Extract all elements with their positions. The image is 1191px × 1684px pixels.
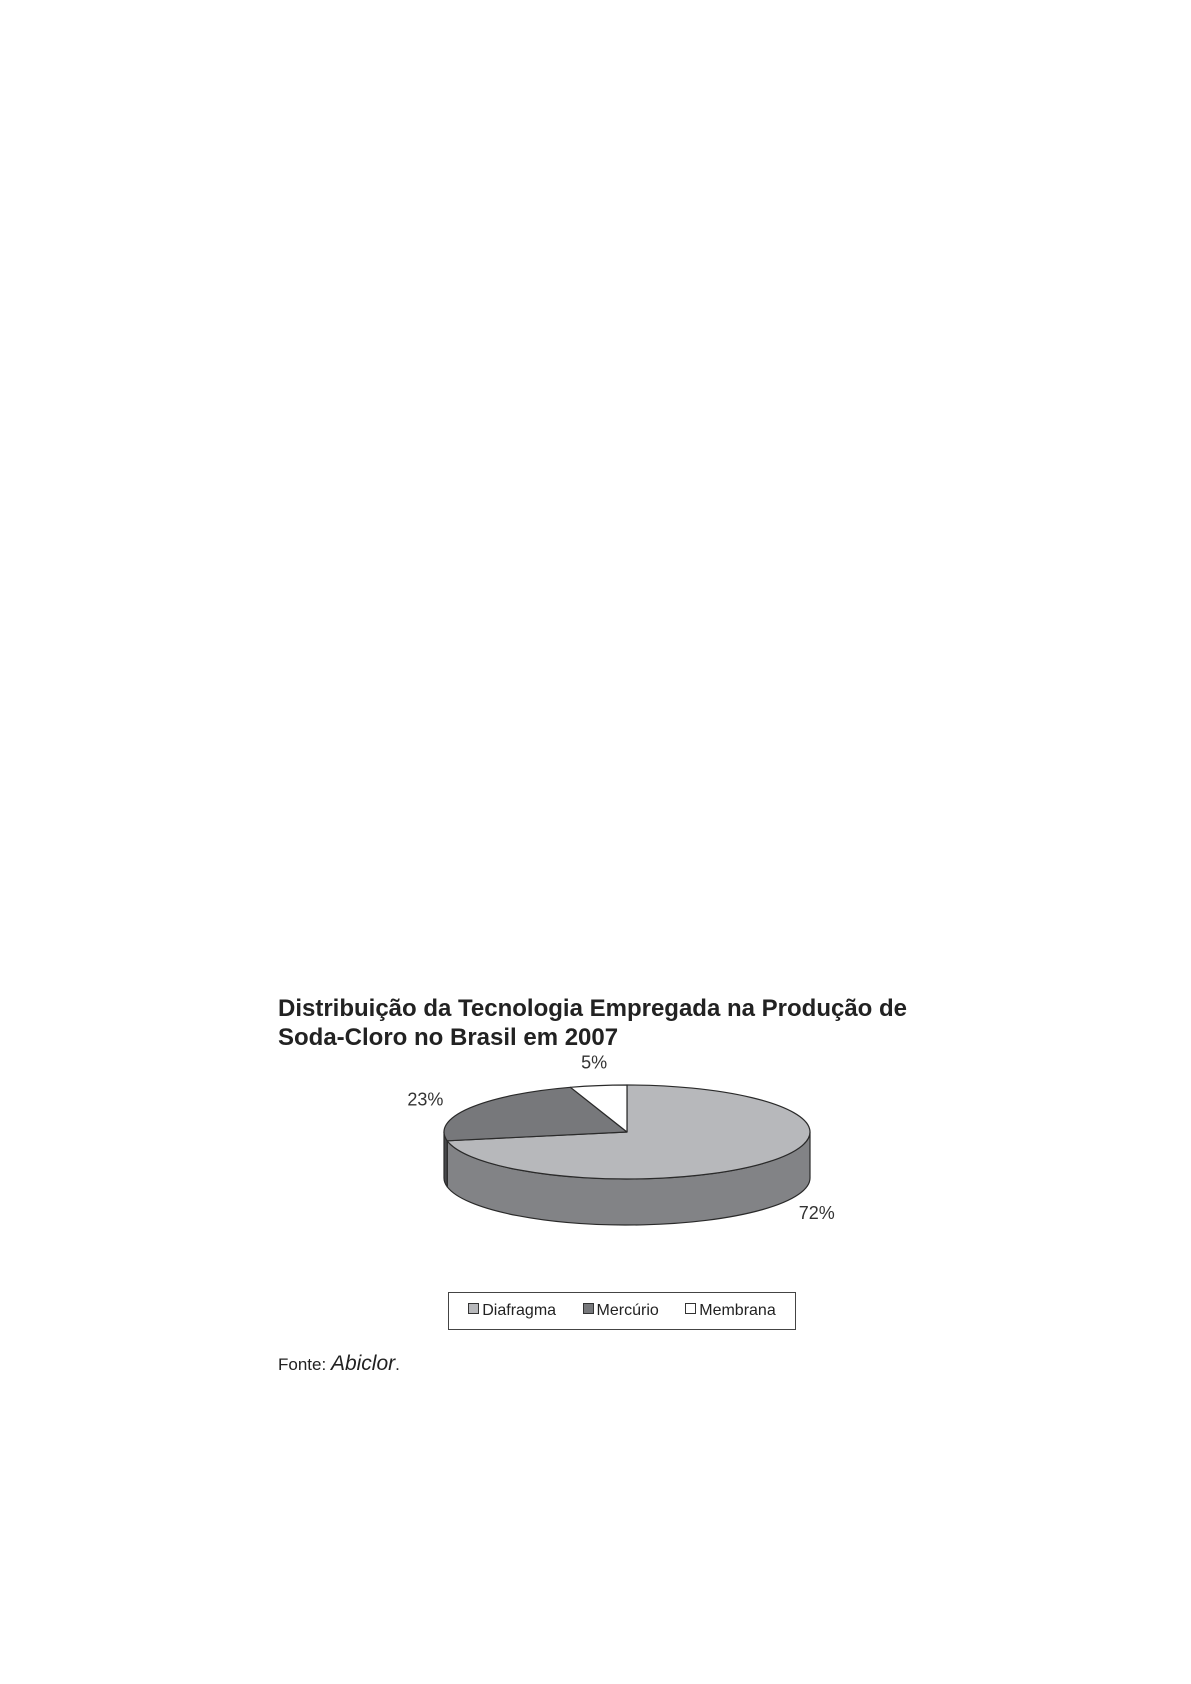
pie-tops <box>444 1085 810 1179</box>
source-note <box>278 1352 400 1376</box>
data-label-membrana: 5% <box>581 1052 608 1073</box>
legend-label-membrana: Membrana <box>699 1302 776 1319</box>
legend-swatch-mercurio <box>583 1303 594 1314</box>
legend-item-diafragma <box>468 1302 556 1320</box>
legend-swatch-membrana <box>685 1303 696 1314</box>
data-label-diafragma: 72% <box>798 1202 835 1223</box>
source-suffix: . <box>395 1355 400 1374</box>
source-prefix: Fonte: <box>278 1355 327 1374</box>
legend-label-mercurio: Mercúrio <box>596 1302 659 1319</box>
chart-title-line-1: Distribuição da Tecnologia Empregada na Produção de <box>278 995 908 1022</box>
legend-label-diafragma: Diafragma <box>482 1302 557 1319</box>
legend-swatch-diafragma <box>468 1303 479 1314</box>
chart-legend <box>448 1292 796 1330</box>
source-name: Abiclor <box>330 1352 396 1375</box>
legend-item-mercurio <box>583 1302 659 1320</box>
data-label-mercurio: 23% <box>407 1089 444 1110</box>
chart-title-line-2: Soda-Cloro no Brasil em 2007 <box>278 1024 619 1051</box>
legend-item-membrana <box>685 1302 775 1320</box>
